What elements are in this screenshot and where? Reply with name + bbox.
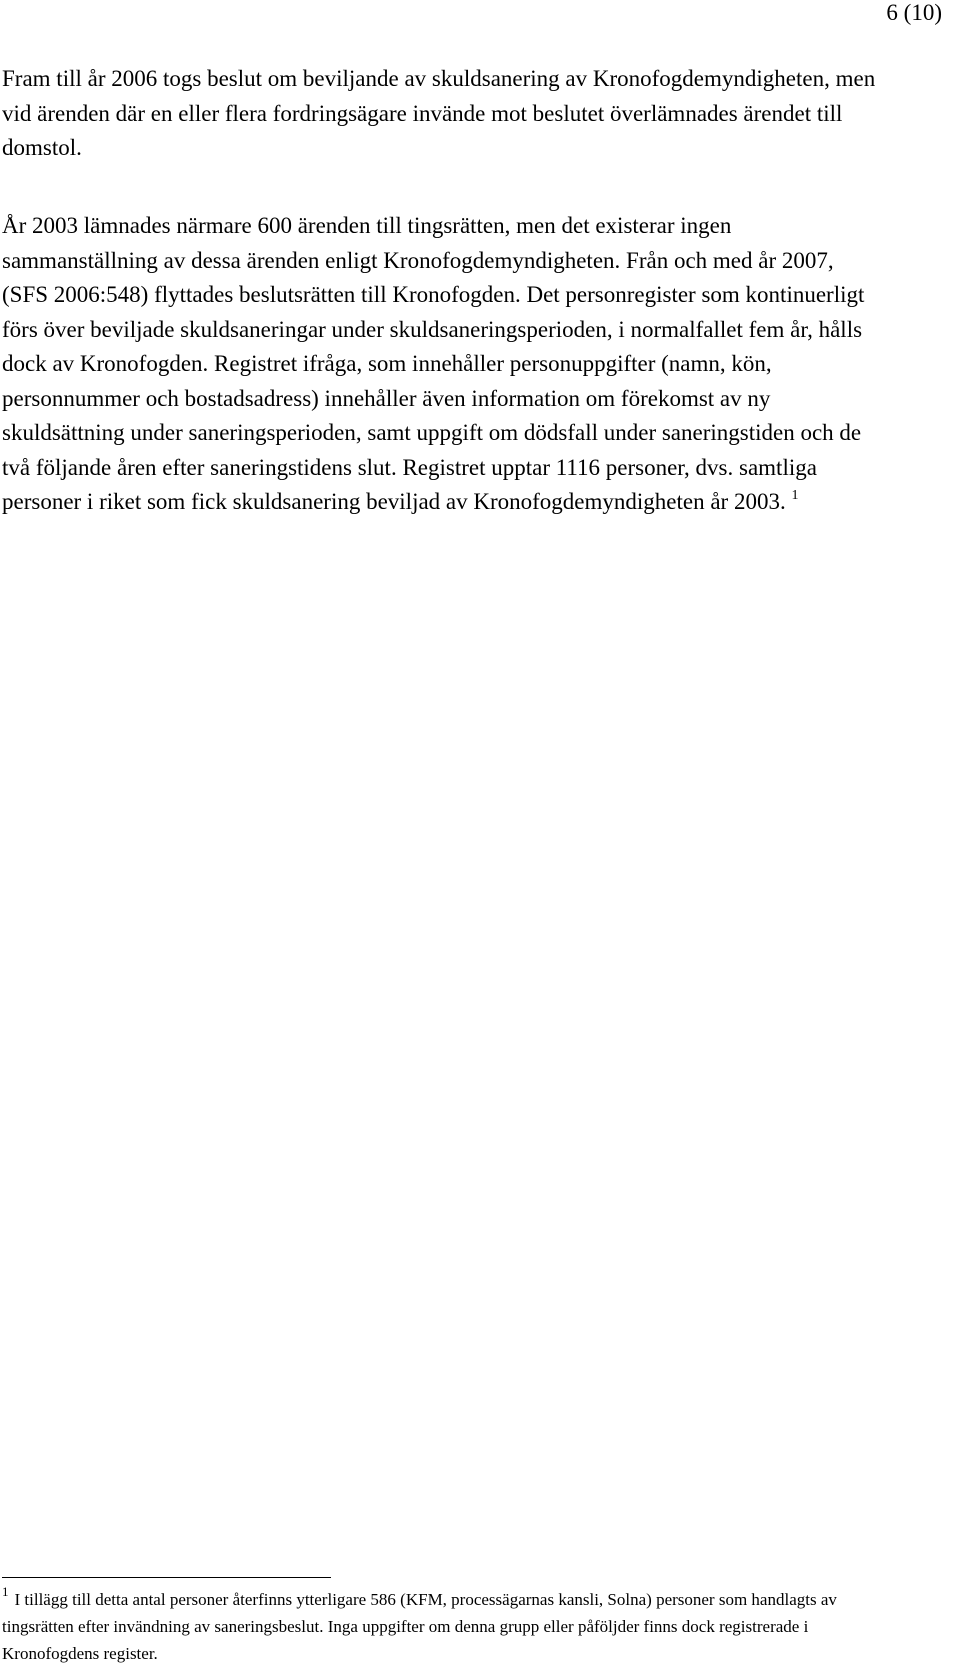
page-number: 6 (10) <box>886 0 942 25</box>
footnote-marker: 1 <box>2 1584 9 1599</box>
footnote-text: I tillägg till detta antal personer återfinns ytterligare 586 (KFM, processägarnas kansli, Solna) personer som handlagts av tingsrätten efter invändning av saneringsbeslut. Inga uppgifter om denna grupp eller påföljder finns dock registrerade i Kronofogdens register. <box>2 1590 837 1663</box>
footnote-reference[interactable]: 1 <box>791 488 799 503</box>
footnote <box>2 1586 902 1667</box>
footnote-separator <box>2 1577 331 1578</box>
body-paragraph-2-text: År 2003 lämnades närmare 600 ärenden till tingsrätten, men det existerar ingen sammanställning av dessa ärenden enligt Kronofogdemyndigheten. Från och med år 2007, (SFS 2006:548) flyttades beslutsrätten till Kronofogden. Det personregister som kontinuerligt förs över beviljade skuldsaneringar under skuldsaneringsperioden, i normalfallet fem år, hålls dock av Kronofogden. Registret ifråga, som innehåller personuppgifter (namn, kön, personnummer och bostadsadress) innehåller även information om förekomst av ny skuldsättning under saneringsperioden, samt uppgift om dödsfall under saneringstiden och de två följande åren efter saneringstidens slut. Registret upptar 1116 personer, dvs. samtliga personer i riket som fick skuldsanering beviljad av Kronofogdemyndigheten år 2003. <box>2 213 865 514</box>
body-paragraph-2 <box>2 209 882 520</box>
body-paragraph-1: Fram till år 2006 togs beslut om beviljande av skuldsanering av Kronofogdemyndigheten, men vid ärenden där en eller flera fordringsägare invände mot beslutet överlämnades ärendet till domstol. <box>2 66 876 160</box>
